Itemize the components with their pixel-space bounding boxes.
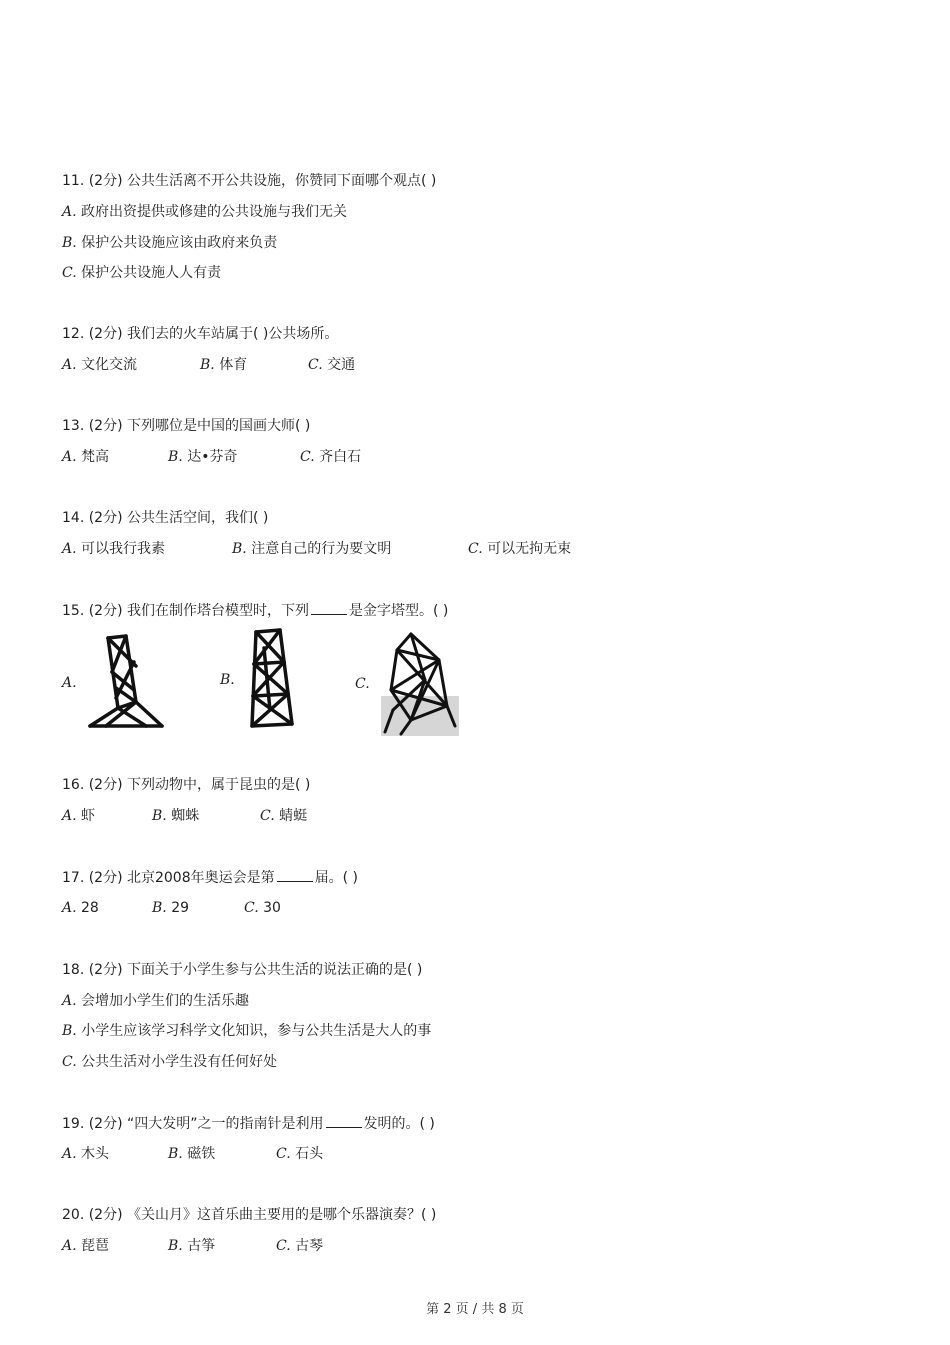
question-18-option-c bbox=[62, 1052, 277, 1072]
option-letter: B. bbox=[232, 541, 247, 557]
option-text: 交通 bbox=[327, 357, 356, 373]
option-letter: B. bbox=[220, 672, 235, 688]
option-text: 文化交流 bbox=[81, 357, 138, 373]
option-letter: A. bbox=[62, 993, 77, 1009]
question-19-option-b bbox=[168, 1144, 215, 1164]
question-18-option-a bbox=[62, 991, 249, 1011]
question-11-option-b bbox=[62, 233, 277, 253]
option-text: 28 bbox=[81, 900, 99, 916]
question-17-option-a bbox=[62, 898, 99, 918]
stem-part: 届。( ) bbox=[314, 870, 358, 886]
option-letter: C. bbox=[62, 1054, 77, 1070]
option-text: 可以无拘无束 bbox=[487, 541, 572, 557]
question-18-option-b bbox=[62, 1021, 431, 1041]
question-15-option-b-label bbox=[220, 670, 235, 690]
question-11-option-a bbox=[62, 202, 347, 222]
question-14-option-c bbox=[468, 539, 571, 559]
option-text: 齐白石 bbox=[319, 449, 362, 465]
question-20-option-b bbox=[168, 1236, 215, 1256]
option-text: 小学生应该学习科学文化知识，参与公共生活是大人的事 bbox=[81, 1023, 432, 1039]
option-letter: B. bbox=[62, 235, 77, 251]
option-letter: A. bbox=[62, 675, 77, 691]
option-text: 木头 bbox=[81, 1146, 110, 1162]
option-text: 保护公共设施人人有责 bbox=[81, 265, 222, 281]
stem-part: 发明的。( ) bbox=[363, 1116, 435, 1132]
question-12-stem: 12. (2分) 我们去的火车站属于( )公共场所。 bbox=[62, 326, 339, 342]
option-letter: C. bbox=[355, 676, 370, 692]
option-text: 磁铁 bbox=[187, 1146, 216, 1162]
option-letter: C. bbox=[276, 1238, 291, 1254]
answer-blank bbox=[326, 1113, 362, 1128]
option-letter: C. bbox=[260, 808, 275, 824]
option-letter: A. bbox=[62, 1238, 77, 1254]
tower-c-image bbox=[381, 630, 461, 736]
option-letter: B. bbox=[200, 357, 215, 373]
question-14-option-a bbox=[62, 539, 165, 559]
option-text: 石头 bbox=[295, 1146, 324, 1162]
option-letter: B. bbox=[62, 1023, 77, 1039]
question-16-stem: 16. (2分) 下列动物中，属于昆虫的是( ) bbox=[62, 777, 311, 793]
option-letter: C. bbox=[276, 1146, 291, 1162]
option-letter: C. bbox=[308, 357, 323, 373]
option-text: 虾 bbox=[81, 808, 96, 824]
option-letter: A. bbox=[62, 541, 77, 557]
question-19-option-c bbox=[276, 1144, 323, 1164]
option-text: 注意自己的行为要文明 bbox=[251, 541, 392, 557]
option-letter: B. bbox=[152, 900, 167, 916]
option-text: 29 bbox=[171, 900, 190, 916]
question-14-option-b bbox=[232, 539, 391, 559]
option-text: 会增加小学生们的生活乐趣 bbox=[81, 993, 250, 1009]
option-text: 保护公共设施应该由政府来负责 bbox=[81, 235, 278, 251]
option-letter: C. bbox=[62, 265, 77, 281]
question-20-option-c bbox=[276, 1236, 323, 1256]
question-18-stem: 18. (2分) 下面关于小学生参与公共生活的说法正确的是( ) bbox=[62, 962, 423, 978]
option-text: 达•芬奇 bbox=[187, 449, 238, 465]
question-15-stem bbox=[62, 600, 448, 621]
option-letter: B. bbox=[168, 1146, 183, 1162]
question-20-option-a bbox=[62, 1236, 109, 1256]
option-text: 可以我行我素 bbox=[81, 541, 166, 557]
question-16-option-b bbox=[152, 806, 199, 826]
stem-part: 19. (2分) “四大发明”之一的指南针是利用 bbox=[62, 1116, 324, 1132]
option-text: 梵高 bbox=[81, 449, 110, 465]
question-17-option-c bbox=[244, 898, 281, 918]
tower-a-image bbox=[86, 632, 168, 732]
option-letter: A. bbox=[62, 449, 77, 465]
question-19-option-a bbox=[62, 1144, 109, 1164]
answer-blank bbox=[277, 867, 313, 882]
stem-part: 是金字塔型。( ) bbox=[349, 603, 449, 619]
question-15-option-c-label bbox=[355, 674, 370, 694]
question-14-stem: 14. (2分) 公共生活空间，我们( ) bbox=[62, 510, 269, 526]
option-letter: A. bbox=[62, 808, 77, 824]
option-text: 蜘蛛 bbox=[171, 808, 200, 824]
question-13-stem: 13. (2分) 下列哪位是中国的国画大师( ) bbox=[62, 418, 311, 434]
option-letter: B. bbox=[168, 449, 183, 465]
option-text: 古琴 bbox=[295, 1238, 324, 1254]
option-text: 政府出资提供或修建的公共设施与我们无关 bbox=[81, 204, 348, 220]
option-letter: A. bbox=[62, 1146, 77, 1162]
option-letter: B. bbox=[168, 1238, 183, 1254]
option-text: 公共生活对小学生没有任何好处 bbox=[81, 1054, 278, 1070]
tower-b-image bbox=[244, 628, 300, 730]
option-text: 体育 bbox=[219, 357, 248, 373]
question-13-option-a bbox=[62, 447, 109, 467]
question-11-option-c bbox=[62, 263, 221, 283]
question-13-option-c bbox=[300, 447, 361, 467]
answer-blank bbox=[311, 600, 347, 615]
question-16-option-a bbox=[62, 806, 95, 826]
question-17-option-b bbox=[152, 898, 189, 918]
question-13-option-b bbox=[168, 447, 237, 467]
option-letter: C. bbox=[244, 900, 259, 916]
option-text: 蜻蜓 bbox=[279, 808, 308, 824]
option-letter: A. bbox=[62, 357, 77, 373]
option-text: 琵琶 bbox=[81, 1238, 110, 1254]
question-12-option-c bbox=[308, 355, 355, 375]
question-20-stem: 20. (2分) 《关山月》这首乐曲主要用的是哪个乐器演奏？( ) bbox=[62, 1207, 437, 1223]
option-letter: A. bbox=[62, 900, 77, 916]
page-footer: 第 2 页 / 共 8 页 bbox=[426, 1302, 524, 1317]
stem-part: 15. (2分) 我们在制作塔台模型时，下列 bbox=[62, 603, 309, 619]
stem-part: 17. (2分) 北京2008年奥运会是第 bbox=[62, 870, 275, 886]
question-16-option-c bbox=[260, 806, 307, 826]
option-text: 古筝 bbox=[187, 1238, 216, 1254]
question-12-option-b bbox=[200, 355, 247, 375]
option-letter: B. bbox=[152, 808, 167, 824]
question-12-option-a bbox=[62, 355, 137, 375]
option-letter: C. bbox=[468, 541, 483, 557]
option-letter: C. bbox=[300, 449, 315, 465]
question-11-stem: 11. (2分) 公共生活离不开公共设施，你赞同下面哪个观点( ) bbox=[62, 173, 437, 189]
question-17-stem bbox=[62, 867, 358, 888]
option-letter: A. bbox=[62, 204, 77, 220]
option-text: 30 bbox=[263, 900, 281, 916]
question-19-stem bbox=[62, 1113, 435, 1134]
question-15-option-a-label bbox=[62, 673, 77, 693]
